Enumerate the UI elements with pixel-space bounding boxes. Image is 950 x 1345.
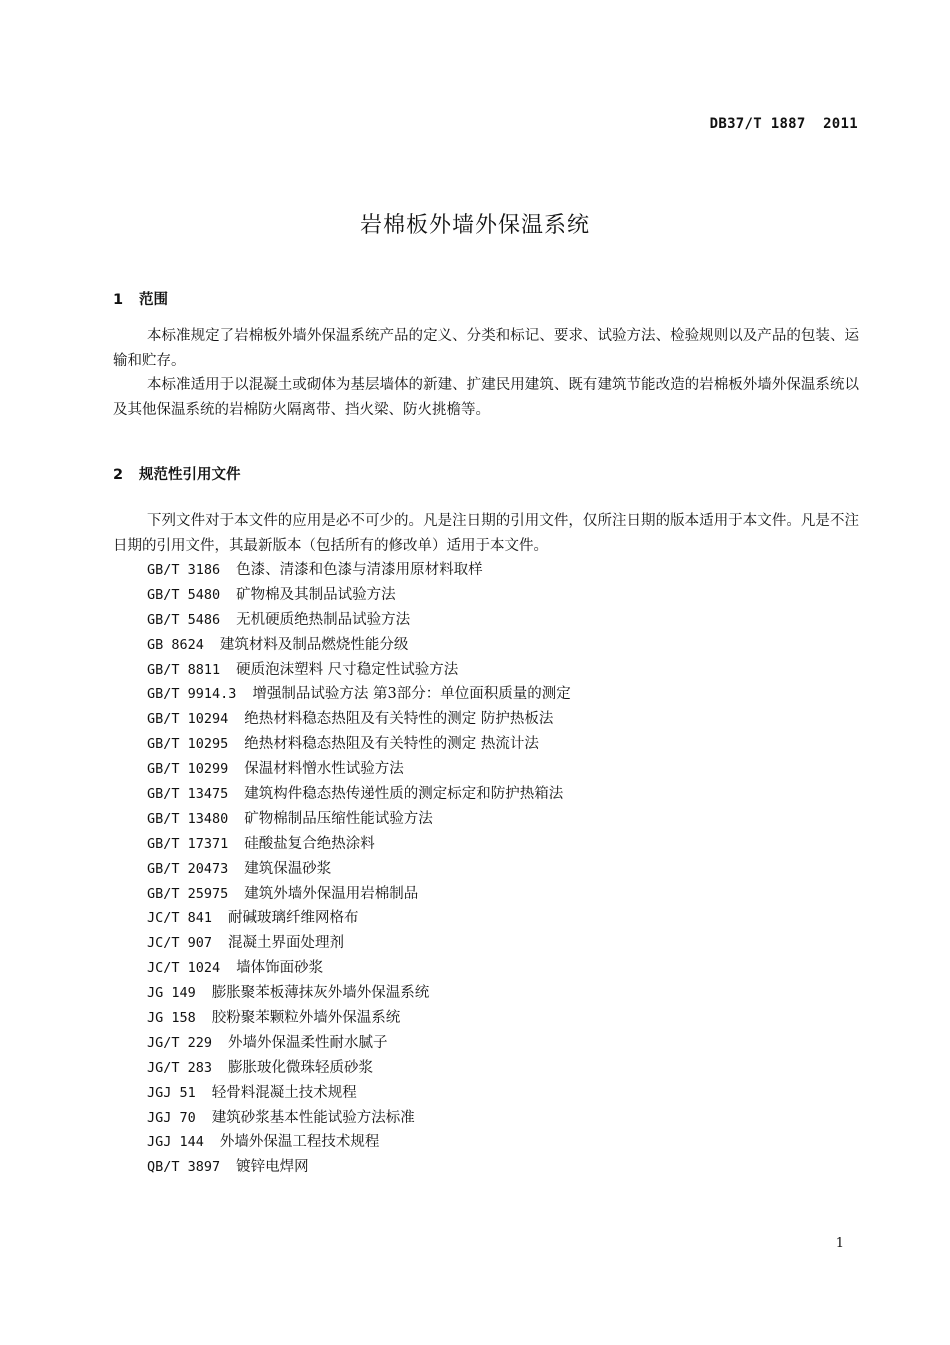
reference-title: 轻骨料混凝土技术规程 xyxy=(211,1084,357,1101)
scope-paragraph-2: 本标准适用于以混凝土或砌体为基层墙体的新建、扩建民用建筑、既有建筑节能改造的岩棉板外墙外保温系统以及其他保温系统的岩棉防火隔离带、挡火梁、防火挑檐等。 xyxy=(113,377,859,418)
reference-code: GB 8624 xyxy=(147,636,204,653)
reference-code: GB/T 3186 xyxy=(147,562,221,578)
reference-code: GB/T 10295 xyxy=(147,736,229,753)
reference-item xyxy=(147,931,571,956)
section-heading-scope xyxy=(113,288,168,309)
reference-item xyxy=(147,1155,571,1180)
reference-code: JG/T 283 xyxy=(147,1059,213,1076)
reference-code: GB/T 10299 xyxy=(147,761,229,778)
reference-code: JC/T 841 xyxy=(147,910,213,927)
reference-code: GB/T 13480 xyxy=(147,810,229,827)
reference-item xyxy=(147,882,571,907)
reference-item xyxy=(147,1056,571,1081)
reference-item xyxy=(147,1031,571,1056)
reference-code: JGJ 51 xyxy=(147,1084,196,1101)
reference-item xyxy=(147,732,571,757)
reference-item xyxy=(147,782,571,807)
reference-title: 耐碱玻璃纤维网格布 xyxy=(228,910,359,927)
reference-title: 胶粉聚苯颗粒外墙外保温系统 xyxy=(211,1010,401,1027)
reference-item xyxy=(147,1106,571,1131)
reference-code: JC/T 907 xyxy=(147,935,213,952)
section-number: 2 xyxy=(113,467,124,483)
reference-title: 无机硬质绝热制品试验方法 xyxy=(236,611,411,628)
reference-title: 膨胀聚苯板薄抹灰外墙外保温系统 xyxy=(211,985,430,1002)
section-title: 规范性引用文件 xyxy=(139,467,241,483)
reference-code: GB/T 10294 xyxy=(147,711,229,728)
reference-code: GB/T 20473 xyxy=(147,860,229,877)
reference-code: JG/T 229 xyxy=(147,1034,213,1051)
reference-title: 墙体饰面砂浆 xyxy=(236,960,324,977)
reference-item xyxy=(147,1006,571,1031)
reference-code: JC/T 1024 xyxy=(147,960,221,977)
section-heading-normative-references xyxy=(113,463,241,484)
reference-title: 矿物棉制品压缩性能试验方法 xyxy=(244,810,433,827)
standard-code: DB37/T 1887 2011 xyxy=(709,116,858,132)
reference-code: QB/T 3897 xyxy=(147,1159,221,1176)
reference-title: 色漆、清漆和色漆与清漆用原材料取样 xyxy=(236,562,483,578)
reference-item xyxy=(147,1081,571,1106)
reference-item xyxy=(147,1130,571,1155)
reference-title: 建筑构件稳态热传递性质的测定标定和防护热箱法 xyxy=(244,786,564,803)
reference-item xyxy=(147,633,571,658)
reference-title: 绝热材料稳态热阻及有关特性的测定 热流计法 xyxy=(244,736,539,753)
reference-item xyxy=(147,707,571,732)
reference-title: 增强制品试验方法 第3部分：单位面积质量的测定 xyxy=(252,686,571,703)
reference-item xyxy=(147,956,571,981)
reference-title: 膨胀玻化微珠轻质砂浆 xyxy=(228,1059,374,1076)
section-title: 范围 xyxy=(139,292,168,308)
reference-title: 外墙外保温柔性耐水腻子 xyxy=(228,1034,388,1051)
document-title: 岩棉板外墙外保温系统 xyxy=(359,213,590,238)
reference-title: 镀锌电焊网 xyxy=(236,1159,309,1176)
reference-code: GB/T 5480 xyxy=(147,586,221,603)
reference-code: GB/T 17371 xyxy=(147,835,229,852)
reference-code: JG 158 xyxy=(147,1010,196,1027)
reference-item xyxy=(147,682,571,707)
reference-item xyxy=(147,832,571,857)
reference-title: 保温材料憎水性试验方法 xyxy=(244,761,404,778)
reference-title: 建筑保温砂浆 xyxy=(244,860,332,877)
reference-item xyxy=(147,807,571,832)
reference-item xyxy=(147,583,571,608)
reference-title: 矿物棉及其制品试验方法 xyxy=(236,586,396,603)
reference-item xyxy=(147,981,571,1006)
reference-title: 硅酸盐复合绝热涂料 xyxy=(244,835,375,852)
reference-item xyxy=(147,658,571,683)
references-intro-paragraph: 下列文件对于本文件的应用是必不可少的。凡是注日期的引用文件，仅所注日期的版本适用于本文件。凡是不注日期的引用文件，其最新版本（包括所有的修改单）适用于本文件。 xyxy=(113,513,859,554)
reference-item xyxy=(147,857,571,882)
reference-code: GB/T 13475 xyxy=(147,786,229,803)
reference-code: GB/T 25975 xyxy=(147,885,229,902)
reference-title: 混凝土界面处理剂 xyxy=(228,935,345,952)
reference-title: 建筑材料及制品燃烧性能分级 xyxy=(219,636,409,653)
reference-code: GB/T 8811 xyxy=(147,661,221,678)
reference-title: 外墙外保温工程技术规程 xyxy=(219,1134,380,1151)
section-number: 1 xyxy=(113,292,124,308)
reference-code: JGJ 70 xyxy=(147,1109,196,1126)
reference-list xyxy=(147,558,571,1180)
reference-code: GB/T 5486 xyxy=(147,611,221,628)
reference-item xyxy=(147,558,571,583)
reference-title: 硬质泡沫塑料 尺寸稳定性试验方法 xyxy=(236,661,459,678)
reference-item xyxy=(147,757,571,782)
reference-title: 绝热材料稳态热阻及有关特性的测定 防护热板法 xyxy=(244,711,554,728)
reference-item xyxy=(147,608,571,633)
reference-title: 建筑砂浆基本性能试验方法标准 xyxy=(211,1109,415,1126)
reference-code: JGJ 144 xyxy=(147,1134,204,1151)
reference-title: 建筑外墙外保温用岩棉制品 xyxy=(244,885,419,902)
page-number: 1 xyxy=(835,1236,844,1251)
reference-code: GB/T 9914.3 xyxy=(147,686,237,703)
reference-item xyxy=(147,906,571,931)
scope-paragraph-1: 本标准规定了岩棉板外墙外保温系统产品的定义、分类和标记、要求、试验方法、检验规则以及产品的包装、运输和贮存。 xyxy=(113,328,859,369)
reference-code: JG 149 xyxy=(147,985,196,1002)
